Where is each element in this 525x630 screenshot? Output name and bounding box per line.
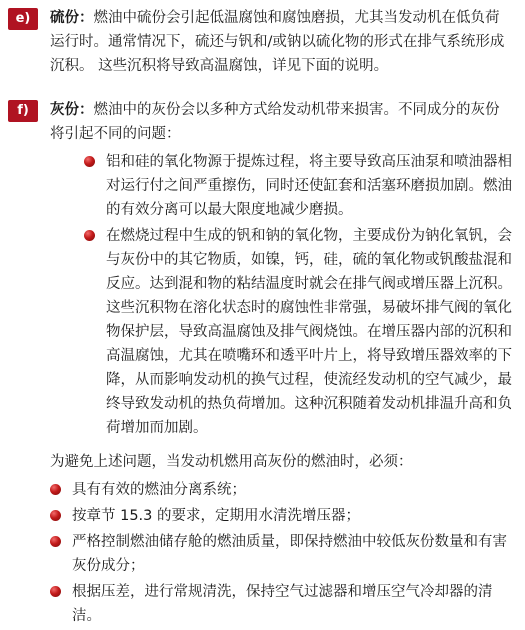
- list-item-text: 严格控制燃油储存舱的燃油质量，即保持燃油中较低灰份数量和有害灰份成分；: [72, 534, 507, 574]
- list-item-text: 具有有效的燃油分离系统；: [72, 482, 246, 498]
- section-f-term: 灰份：: [50, 102, 94, 118]
- requirements-intro: 为避免上述问题，当发动机燃用高灰份的燃油时，必须：: [50, 454, 413, 470]
- list-item: [50, 478, 513, 502]
- red-bullet-icon: [50, 536, 61, 547]
- red-bullet-icon: [84, 230, 95, 241]
- section-f-intro: [50, 98, 513, 146]
- section-e-text: 燃油中硫份会引起低温腐蚀和腐蚀磨损，尤其当发动机在低负荷运行时。通常情况下，硫还与钒和/或钠以硫化物的形式在排气系统形成沉积。 这些沉积将导致高温腐蚀，详见下面的说明。: [50, 10, 505, 74]
- list-item-text: 根据压差，进行常规清洗，保持空气过滤器和增压空气冷却器的清洁。: [72, 584, 493, 624]
- section-e-sulfur: [0, 6, 525, 78]
- list-item: [84, 224, 513, 440]
- ash-problem-list: [50, 150, 513, 440]
- list-item-text: 铝和硅的氧化物源于提炼过程，将主要导致高压油泵和喷油器相对运行付之间严重擦伤，同时还使缸套和活塞环磨损加剧。燃油的有效分离可以最大限度地减少磨损。: [106, 154, 512, 218]
- list-item: [50, 580, 513, 628]
- red-bullet-icon: [50, 586, 61, 597]
- section-e-body: [50, 6, 513, 78]
- list-item: [84, 150, 513, 222]
- list-item: [50, 504, 513, 528]
- list-item: [50, 530, 513, 578]
- section-e-paragraph: [50, 6, 513, 78]
- list-item-text: 在燃烧过程中生成的钒和钠的氧化物，主要成份为钠化氧钒，会与灰份中的其它物质，如镍，钙，硅，硫的氧化物或钒酸盐混和反应。达到混和物的粘结温度时就会在排气阀或增压器上沉积。这些沉积物在溶化状态时的腐蚀性非常强，易破坏排气阀的氧化物保护层，导致高温腐蚀及排气阀烧蚀。在增压器内部的沉积和高温腐蚀，尤其在喷嘴环和透平叶片上，将导致增压器效率的下降，从而影响发动机的换气过程，使流经发动机的空气减少，最终导致发动机的热负荷增加。这种沉积随着发动机排温升高和负荷增加而加剧。: [106, 228, 512, 436]
- section-e-term: 硫份：: [50, 10, 94, 26]
- section-f-body: [50, 98, 513, 630]
- red-bullet-icon: [84, 156, 95, 167]
- list-item-text: 按章节 15.3 的要求，定期用水清洗增压器；: [72, 508, 361, 524]
- red-bullet-icon: [50, 484, 61, 495]
- requirements-list: [50, 478, 513, 628]
- section-f-text: 燃油中的灰份会以多种方式给发动机带来损害。不同成分的灰份将引起不同的问题：: [50, 102, 500, 142]
- red-bullet-icon: [50, 510, 61, 521]
- section-f-ash: [0, 98, 525, 630]
- section-f-badge: f): [8, 100, 38, 122]
- section-e-badge: e): [8, 8, 38, 30]
